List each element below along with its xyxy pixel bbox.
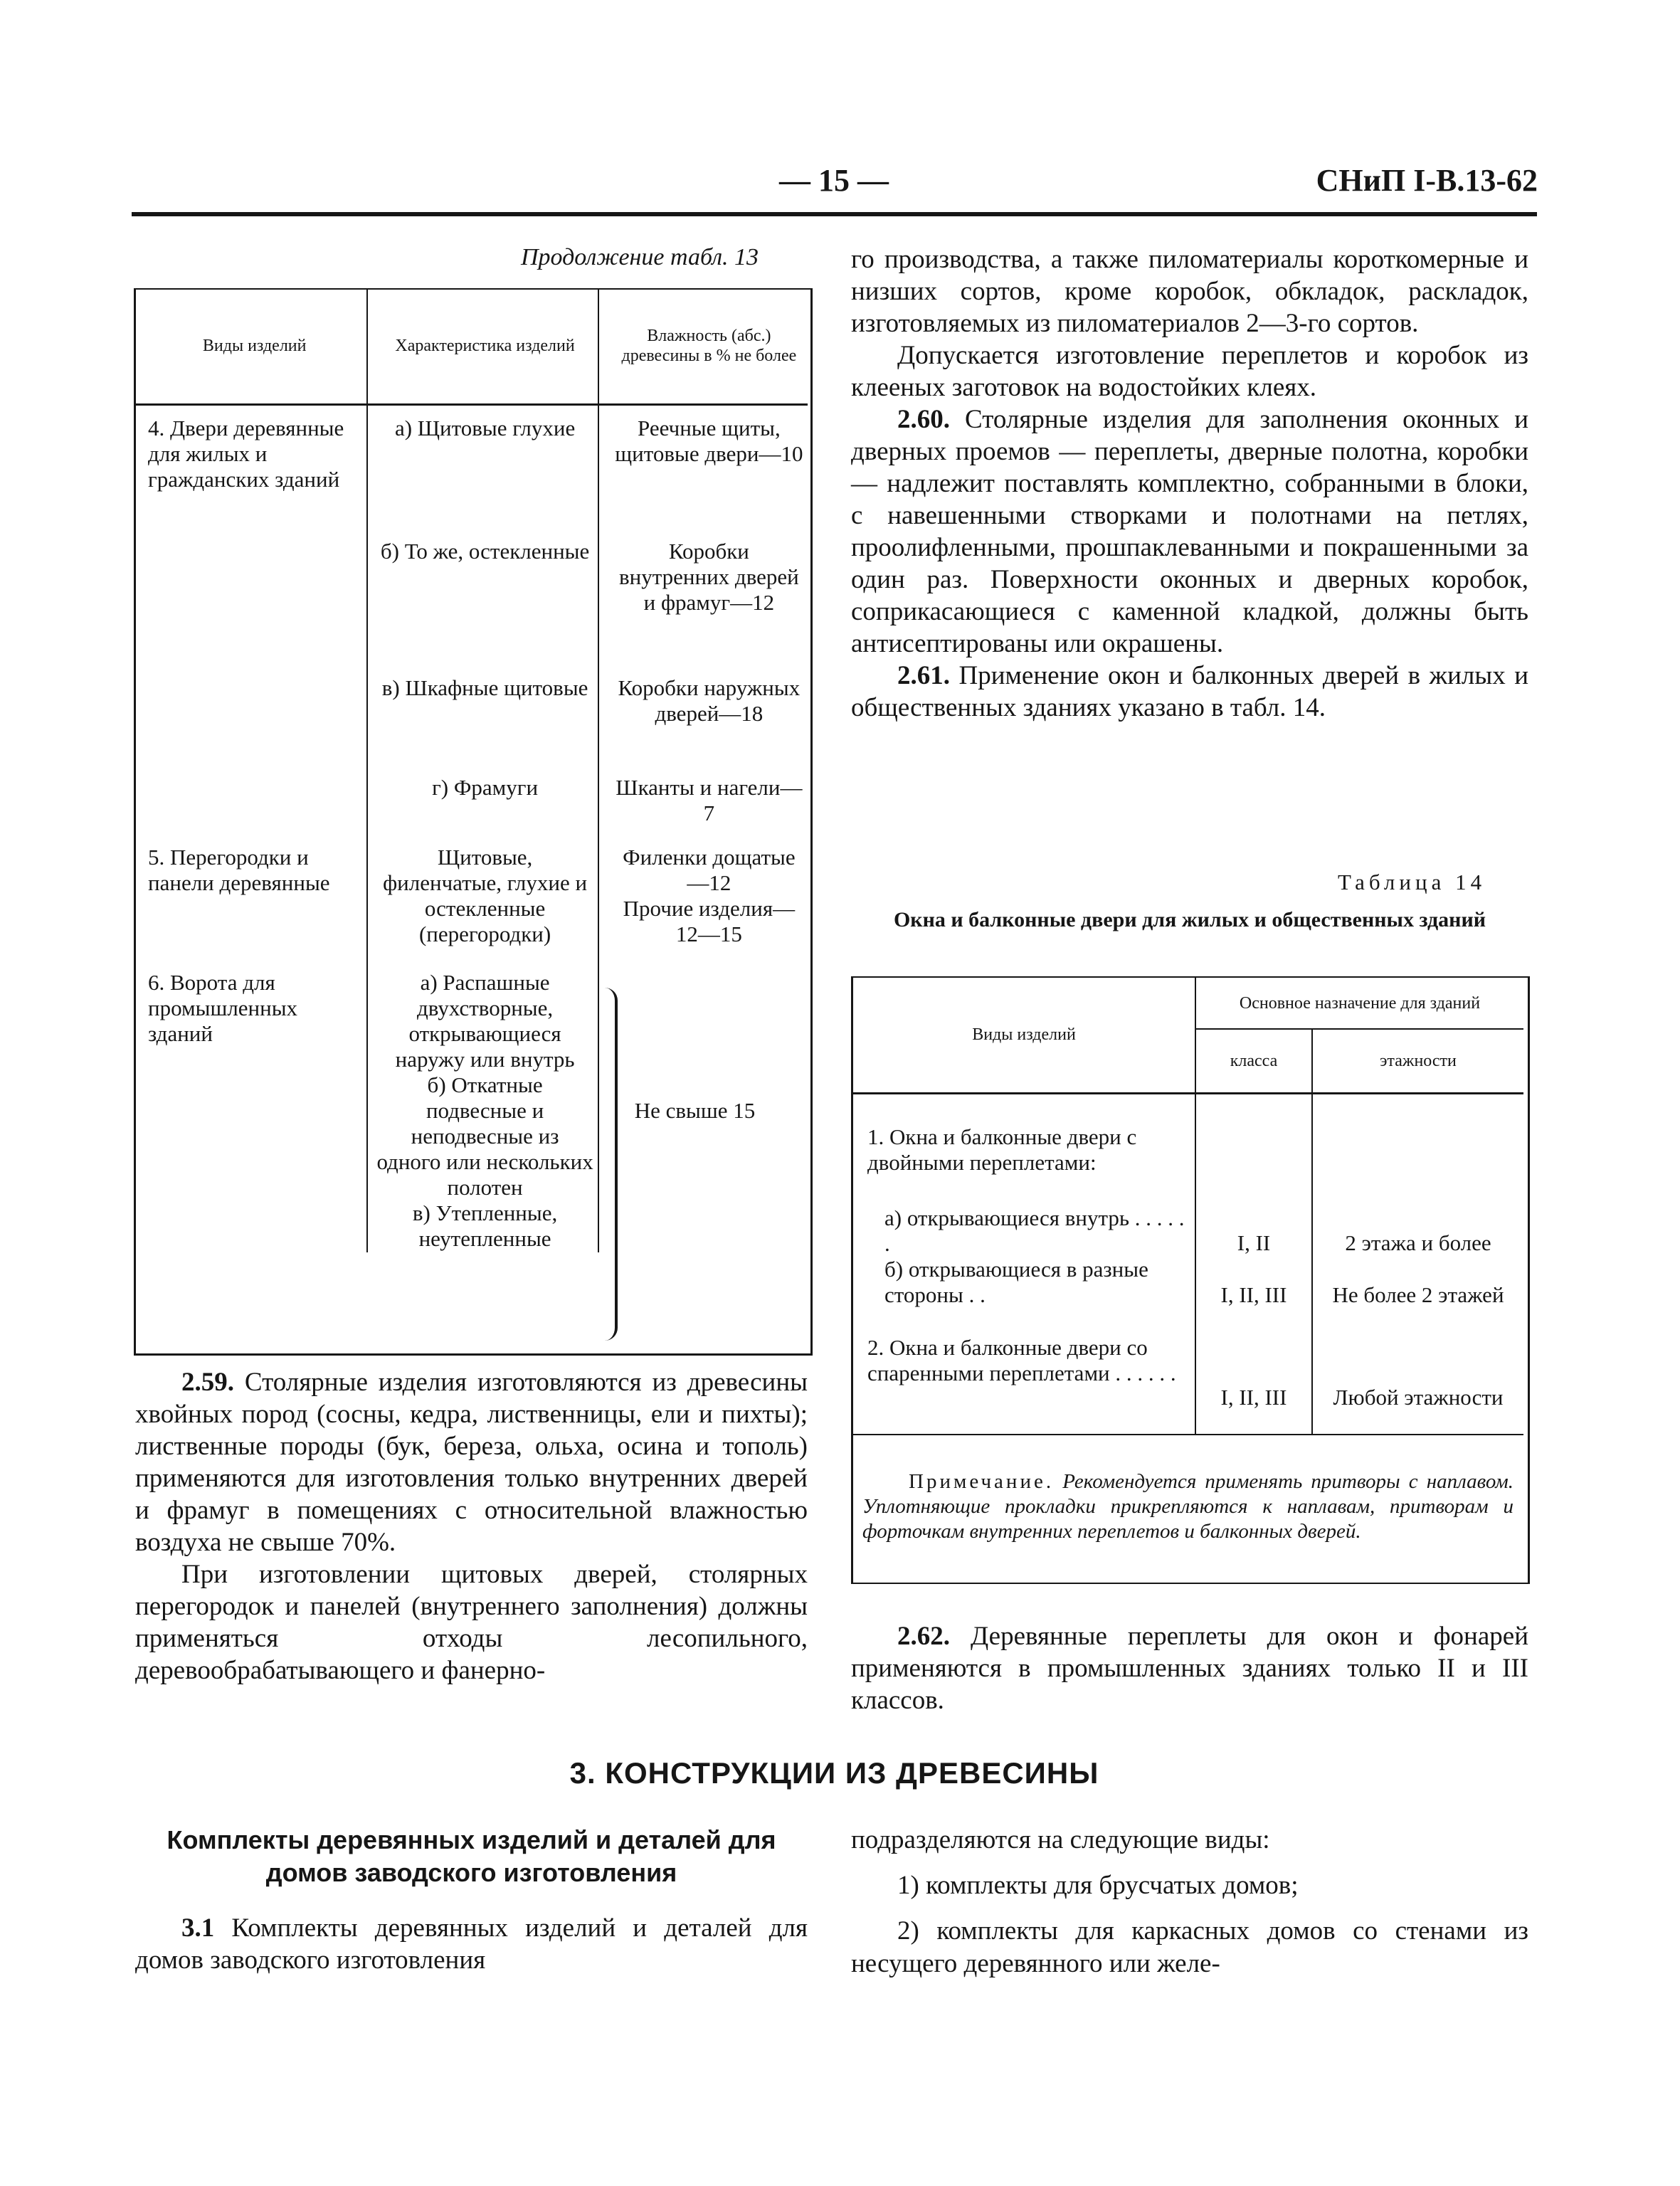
table14-label: Таблица 14 — [1338, 870, 1486, 894]
table13-row-kind: 6. Ворота для промышленных зданий — [135, 960, 367, 1252]
table13-char-line: в) Утепленные, неутепленные — [412, 1200, 558, 1251]
paragraph-2-59 — [135, 1366, 808, 1558]
note-text: Рекомендуется применять притворы с наплавом. Уплотняющие прокладки прикрепляются к наплавам, притворам и форточкам внутренних переплетов и балконных дверей. — [862, 1470, 1513, 1543]
table13-row-char: б) То же, остекленные — [367, 529, 598, 665]
table13-row-humidity: Коробки внутренних дверей и фрамуг—12 — [618, 538, 799, 615]
table13-humidity-line: Филенки дощатые—12 — [623, 844, 796, 895]
clause-text: Применение окон и балконных дверей в жилых и общественных зданиях указано в табл. 14. — [851, 661, 1528, 722]
table13-caption: Продолжение табл. 13 — [521, 244, 759, 270]
table13-row-humidity: Шканты и нагели—7 — [616, 774, 803, 825]
clause-text: Столярные изделия для заполнения оконных и дверных проемов — переплеты, дверные полотна, коробки — надлежит поставлять комплектно, собранными в блоки, с навешенными створками и полотнами на петлях, проолифленными, прошпаклеванными и покрашенными за один раз. Поверхности оконных и дверных коробок, соприкасающиеся с каменной кладкой, должны быть антисептированы или окрашены. — [851, 405, 1529, 658]
clause-number: 2.62. — [897, 1622, 950, 1651]
paragraph-allowance: Допускается изготовление переплетов и коробок из клееных заготовок на водостойких клеях. — [851, 341, 1528, 402]
table14-header-group: Основное назначение для зданий — [1195, 978, 1523, 1029]
table13-row-kind: 5. Перегородки и панели деревянные — [135, 835, 367, 960]
table13-row-humidity — [598, 960, 808, 1252]
table13-row-char: г) Фрамуги — [367, 765, 598, 835]
table13-row-humidity — [598, 835, 808, 960]
table14-row-class: I, II — [1195, 1205, 1312, 1257]
clause-number: 2.60. — [897, 405, 950, 434]
table13 — [135, 288, 808, 1252]
table14-header-floors: этажности — [1312, 1029, 1523, 1093]
table14-row-kind: 2. Окна и балконные двери со спаренными переплетами . . . . . . — [853, 1328, 1195, 1435]
paragraph-continuation: го производства, а также пиломатериалы короткомерные и низших сортов, кроме коробок, обкладок, раскладок, изготовляемых из пиломатериалов 2—3-го сортов. — [851, 245, 1528, 338]
page-number: — 15 — — [779, 163, 889, 198]
table13-row-char — [367, 960, 598, 1252]
table13-row-char: а) Щитовые глухие — [367, 405, 598, 529]
table13-row-humidity: Реечные щиты, щитовые двери—10 — [615, 416, 803, 466]
table13-humidity-line: Прочие изделия—12—15 — [623, 895, 796, 946]
clause-number: 3.1 — [181, 1913, 215, 1943]
section3-right-text — [851, 1824, 1528, 1980]
paragraph-2-62 — [851, 1620, 1528, 1716]
table13-row-char: Щитовые, филенчатые, глухие и остекленные (перегородки) — [367, 835, 598, 960]
table14-group-title: 1. Окна и балконные двери с двойными переплетами: — [853, 1093, 1195, 1205]
paragraph-2-61 — [851, 660, 1528, 724]
table14-header-kind: Виды изделий — [853, 978, 1195, 1093]
table14-row-floors: Любой этажности — [1312, 1328, 1523, 1435]
table14-row-kind: б) открывающиеся в разные стороны . . — [853, 1257, 1195, 1328]
table13-brace — [599, 988, 618, 1341]
table14-header-class: класса — [1195, 1029, 1312, 1093]
left-column-text — [135, 1366, 808, 1686]
section-title: 3. КОНСТРУКЦИИ ИЗ ДРЕВЕСИНЫ — [569, 1756, 1099, 1790]
table14-title: Окна и балконные двери для жилых и общественных зданий — [893, 908, 1486, 931]
table13-header-char: Характеристика изделий — [367, 288, 598, 405]
clause-3-1 — [135, 1912, 808, 1976]
paragraph-3-1 — [135, 1912, 808, 1976]
header-rule — [132, 212, 1537, 216]
table14-row-kind: а) открывающиеся внутрь . . . . . . — [853, 1205, 1195, 1257]
list-item: 2) комплекты для каркасных домов со стенами из несущего деревянного или желе- — [851, 1916, 1528, 1978]
clause-text: Комплекты деревянных изделий и деталей для домов заводского изготовления — [135, 1913, 808, 1975]
clause-number: 2.59. — [181, 1368, 234, 1397]
table13-header-humidity: Влажность (абс.) древесины в % не более — [598, 288, 808, 405]
table13-header-kind: Виды изделий — [135, 288, 367, 405]
paragraph-2-59-cont: При изготовлении щитовых дверей, столярных перегородок и панелей (внутреннего заполнения) должны применяться отходы лесопильного, деревообрабатывающего и фанерно- — [135, 1560, 808, 1685]
list-intro: подразделяются на следующие виды: — [851, 1825, 1270, 1854]
right-column-text-2 — [851, 1620, 1528, 1716]
note-label: Примечание. — [909, 1470, 1055, 1493]
table14-row-floors: Не более 2 этажей — [1332, 1282, 1504, 1307]
table13-row-kind: 4. Двери деревянные для жилых и гражданских зданий — [135, 405, 367, 835]
paragraph-2-60 — [851, 403, 1528, 660]
list-item: 1) комплекты для брусчатых домов; — [897, 1871, 1299, 1900]
table13-char-line: а) Распашные двухстворные, открывающиеся наружу или внутрь — [395, 969, 575, 1072]
section-subtitle: Комплекты деревянных изделий и деталей для домов заводского изготовления — [167, 1825, 776, 1887]
table13-row-char: в) Шкафные щитовые — [367, 665, 598, 765]
clause-number: 2.61. — [897, 661, 950, 690]
clause-text: Деревянные переплеты для окон и фонарей применяются в промышленных зданиях только II и III классов. — [851, 1622, 1528, 1715]
table13-char-line: б) Откатные подвесные и неподвесные из одного или нескольких полотен — [376, 1072, 593, 1200]
table14-row-class: I, II, III — [1195, 1257, 1312, 1328]
table14 — [853, 978, 1523, 1435]
clause-text: Столярные изделия изготовляются из древесины хвойных пород (сосны, кедра, лиственницы, ели и пихты); лиственные породы (бук, береза, ольха, осина и тополь) применяются для изготовления только внутренних дверей и фрамуг в помещениях с относительной влажностью воздуха не свыше 70%. — [135, 1368, 808, 1557]
table14-row-class: I, II, III — [1195, 1328, 1312, 1435]
table14-note — [862, 1469, 1513, 1544]
right-column-text — [851, 243, 1528, 724]
table13-humidity-line: Не свыше 15 — [634, 1097, 756, 1123]
document-code: СНиП I-B.13-62 — [1316, 163, 1538, 198]
table14-row-floors: 2 этажа и более — [1345, 1230, 1491, 1255]
table13-row-humidity: Коробки наружных дверей—18 — [618, 675, 801, 726]
